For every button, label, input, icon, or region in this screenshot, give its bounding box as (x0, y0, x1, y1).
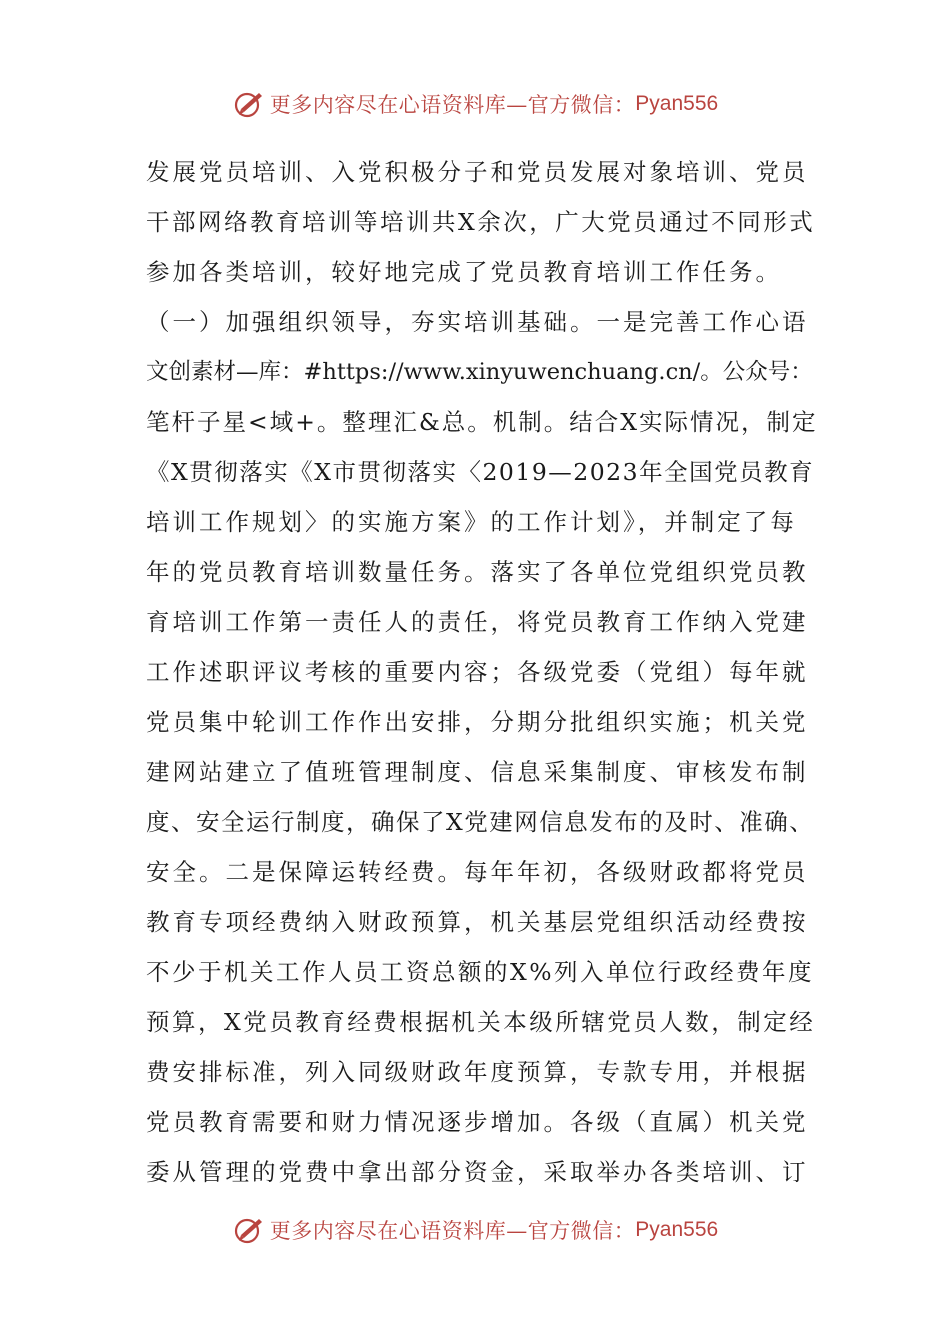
body-line: 笔杆子星<域+。整理汇&总。机制。结合X实际情况，制定 (146, 408, 818, 436)
body-line: 安全。二是保障运转经费。每年年初，各级财政都将党员 (146, 858, 809, 886)
body-line: 不少于机关工作人员工资总额的X%列入单位行政经费年度 (146, 958, 815, 986)
footer-watermark-text: 更多内容尽在心语资料库—官方微信： (269, 1219, 636, 1243)
pen-logo-icon (232, 1213, 266, 1247)
body-line: 费安排标准，列入同级财政年度预算，专款专用，并根据 (146, 1058, 809, 1086)
body-line: 工作述职评议考核的重要内容；各级党委（党组）每年就 (146, 658, 809, 686)
document-body (146, 147, 826, 1197)
header-watermark (0, 84, 950, 124)
body-line: 教育专项经费纳入财政预算，机关基层党组织活动经费按 (146, 908, 809, 936)
body-line: 文创素材—库：#https://www.xinyuwenchuang.cn/。公众号： (146, 359, 813, 385)
pen-logo-icon (232, 87, 266, 121)
body-line: 预算，X党员教育经费根据机关本级所辖党员人数，制定经 (146, 1008, 816, 1036)
body-line: 委从管理的党费中拿出部分资金，采取举办各类培训、订 (146, 1158, 809, 1186)
body-line: 培训工作规划〉的实施方案》的工作计划》，并制定了每 (146, 508, 797, 536)
body-line: 党员集中轮训工作作出安排，分期分批组织实施；机关党 (146, 708, 809, 736)
header-watermark-text: 更多内容尽在心语资料库—官方微信： (269, 93, 636, 117)
body-line: 发展党员培训、入党积极分子和党员发展对象培训、党员 (146, 158, 809, 186)
body-line: 干部网络教育培训等培训共X余次，广大党员通过不同形式 (146, 208, 816, 236)
footer-watermark-id: Pyan556 (635, 1218, 719, 1241)
body-line: 党员教育需要和财力情况逐步增加。各级（直属）机关党 (146, 1108, 809, 1136)
body-line: 《X贯彻落实《X市贯彻落实〈2019—2023年全国党员教育 (146, 458, 815, 486)
body-line: （一）加强组织领导，夯实培训基础。一是完善工作心语 (146, 308, 809, 336)
footer-watermark (0, 1210, 950, 1250)
body-line: 参加各类培训，较好地完成了党员教育培训工作任务。 (146, 258, 782, 286)
body-line: 建网站建立了值班管理制度、信息采集制度、审核发布制 (146, 758, 809, 786)
body-line: 年的党员教育培训数量任务。落实了各单位党组织党员教 (146, 558, 809, 586)
header-watermark-id: Pyan556 (635, 92, 719, 115)
body-line: 度、安全运行制度，确保了X党建网信息发布的及时、准确、 (146, 808, 815, 836)
body-line: 育培训工作第一责任人的责任，将党员教育工作纳入党建 (146, 608, 809, 636)
